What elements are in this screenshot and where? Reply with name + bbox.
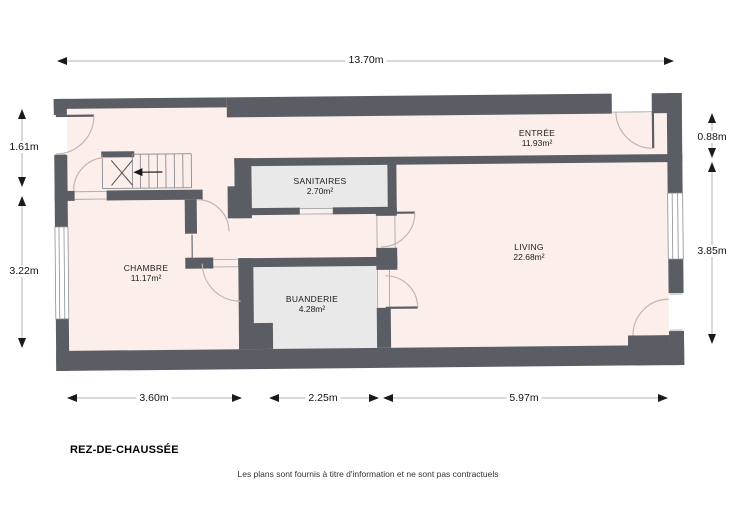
disclaimer-text: Les plans sont fournis à titre d'information et ne sont pas contractuels (237, 469, 499, 479)
dim-left-upper: 1.61m (6, 141, 41, 153)
window-living (668, 193, 684, 259)
dim-bottom-left: 3.60m (136, 392, 171, 404)
room-label-entree: ENTRÉE (518, 128, 556, 138)
room-label-living: LIVING (514, 242, 544, 252)
dim-bottom-right: 5.97m (506, 392, 541, 404)
dim-width-total: 13.70m (345, 54, 386, 66)
room-area-entree: 11.93m² (521, 138, 553, 148)
room-label-sanitaires: SANITAIRES (293, 176, 347, 186)
window-chambre (55, 227, 69, 319)
dim-bottom-middle: 2.25m (305, 392, 340, 404)
room-area-sanitaires: 2.70m² (306, 186, 334, 196)
plan-geometry (54, 93, 685, 371)
room-label-buanderie: BUANDERIE (285, 294, 339, 304)
room-area-chambre: 11.17m² (130, 273, 162, 283)
dim-right-upper: 0.88m (694, 131, 729, 143)
dim-right-lower: 3.85m (694, 245, 729, 257)
page-title: REZ-DE-CHAUSSÉE (70, 444, 179, 456)
room-area-buanderie: 4.28m² (298, 304, 326, 314)
room-label-chambre: CHAMBRE (123, 263, 169, 273)
room-area-living: 22.68m² (513, 252, 545, 262)
dim-left-lower: 3.22m (6, 265, 41, 277)
